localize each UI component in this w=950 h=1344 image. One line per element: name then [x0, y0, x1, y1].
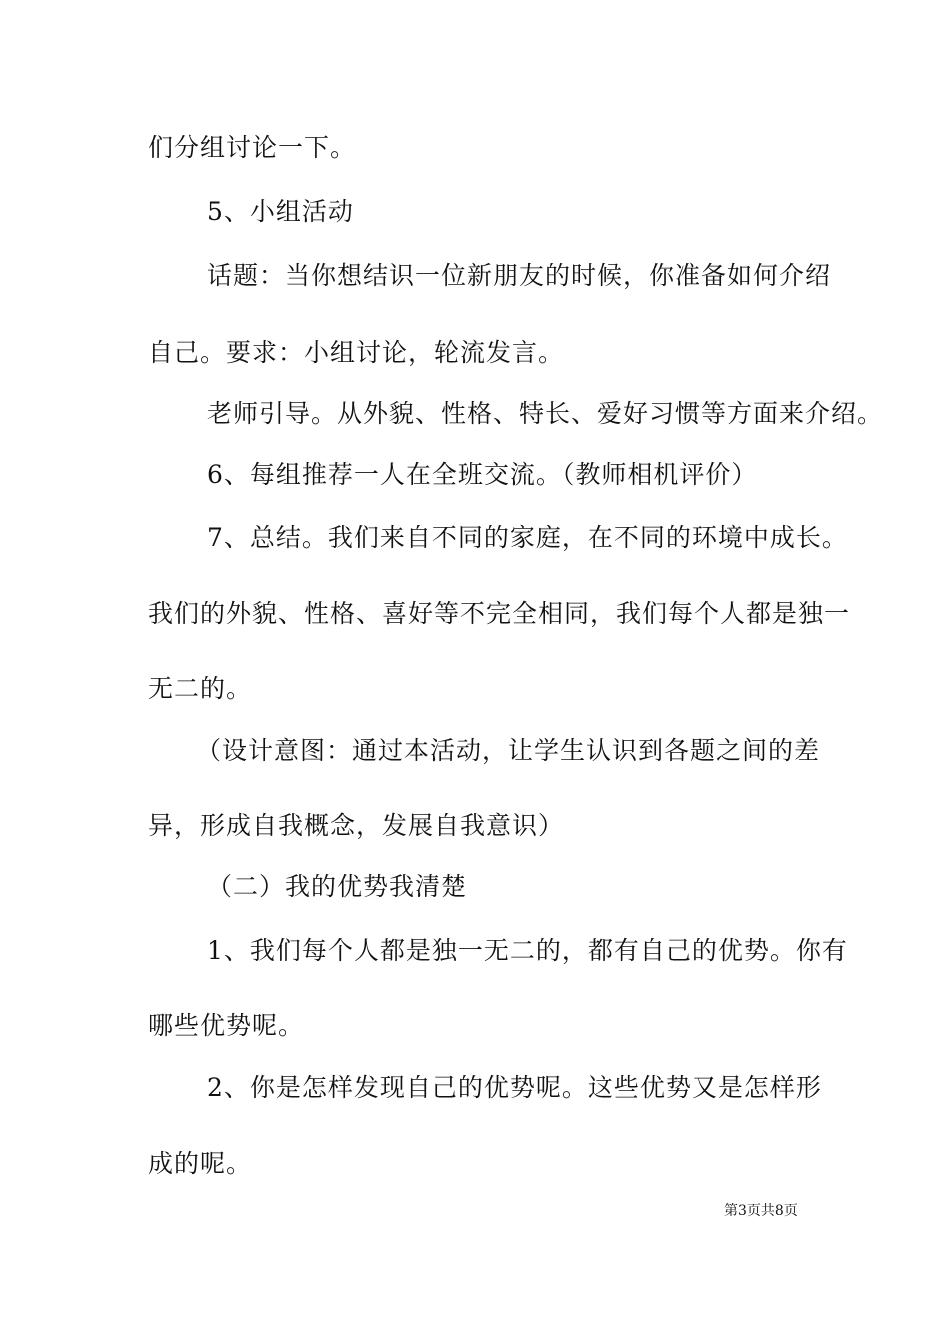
text-line: 1、我们每个人都是独一无二的，都有自己的优势。你有 — [207, 936, 848, 965]
text-line: 哪些优势呢。 — [148, 1011, 305, 1040]
page-number-footer: 第3页共8页 — [724, 1203, 798, 1219]
text-line: 我们的外貌、性格、喜好等不完全相同，我们每个人都是独一 — [148, 599, 851, 628]
text-line: 5、小组活动 — [207, 197, 354, 226]
text-line: 话题：当你想结识一位新朋友的时候，你准备如何介绍 — [207, 261, 832, 290]
text-line: （二）我的优势我清楚 — [207, 872, 468, 901]
text-line: 6、每组推荐一人在全班交流。（教师相机评价） — [207, 460, 758, 489]
text-line: 2、你是怎样发现自己的优势呢。这些优势又是怎样形 — [207, 1073, 822, 1102]
text-line: 老师引导。从外貌、性格、特长、爱好习惯等方面来介绍。 — [207, 399, 884, 428]
text-line: 7、总结。我们来自不同的家庭，在不同的环境中成长。 — [207, 523, 848, 552]
text-line: （设计意图：通过本活动，让学生认识到各题之间的差 — [196, 736, 821, 765]
text-line: 们分组讨论一下。 — [148, 133, 357, 162]
text-line: 成的呢。 — [148, 1149, 253, 1178]
text-line: 异，形成自我概念，发展自我意识） — [148, 811, 565, 840]
text-line: 自己。要求：小组讨论，轮流发言。 — [148, 338, 565, 367]
text-line: 无二的。 — [148, 674, 253, 703]
